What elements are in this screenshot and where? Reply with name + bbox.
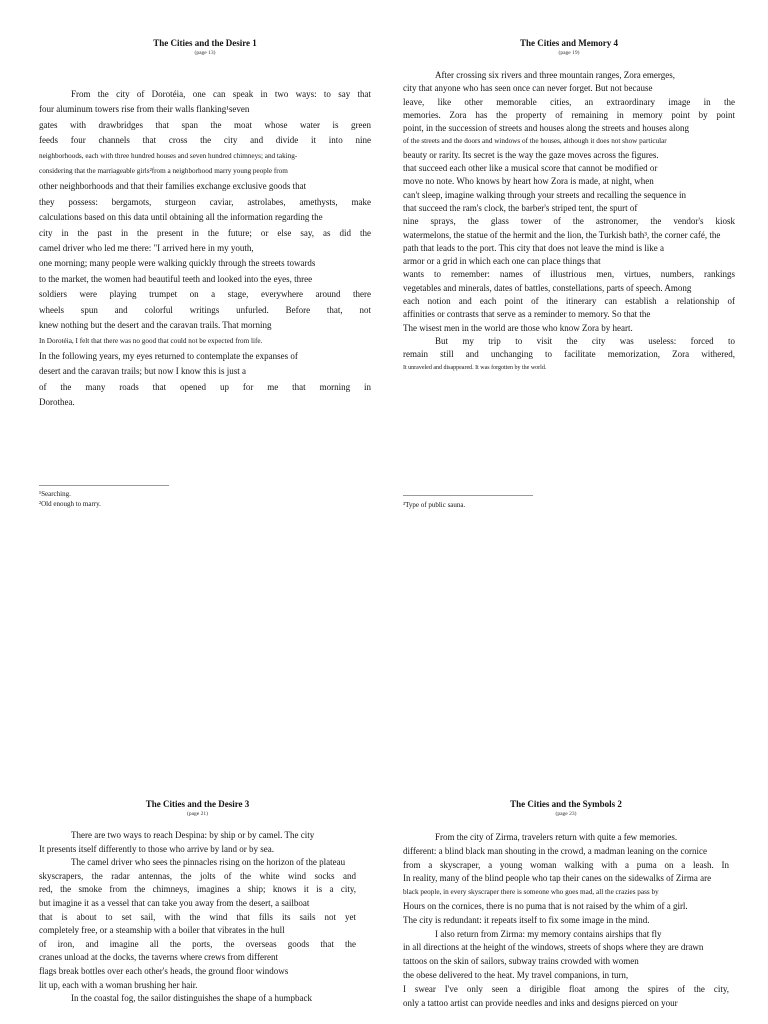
text-line: watermelons, the statue of the hermit and the lion, the Turkish bath³, the corner café, the: [403, 229, 721, 240]
text-line: only a tattoo artist can provide needles and inks and designs pierced on your: [403, 997, 678, 1008]
text-line: I also return from Zirma: my memory contains airships that fly: [435, 928, 662, 939]
footnote-1: ¹Searching.: [39, 490, 71, 498]
footnote-2: ²Old enough to marry.: [39, 500, 101, 508]
section-symbols-2: [403, 799, 729, 1010]
text-line: neighborhoods, each with three hundred houses and seven hundred chimneys; and taking-: [39, 151, 298, 160]
text-line: of the streets and the doors and windows of the houses, although it does not show particular: [403, 137, 667, 146]
text-line: in all directions at the height of the windows, streets of shops where they are drawn: [403, 942, 704, 953]
text-line: affinities or contrasts that serve as a reminder to memory. So that the: [403, 309, 651, 320]
section-body: [39, 829, 356, 1006]
text-line: desert and the caravan trails; but now I know this is just a: [39, 366, 246, 377]
text-line: vegetables and minerals, dates of battles, constellations, parts of speech. Among: [403, 282, 692, 293]
section-title: The Cities and the Desire 1: [153, 38, 257, 48]
text-line: beauty or rarity. Its secret is the way the gaze moves across the figures.: [403, 149, 659, 160]
footnote-rule: [39, 485, 169, 486]
text-line: they possess: bergamots, sturgeon caviar, astrolabes, amethysts, make: [39, 196, 371, 207]
text-line: Hours on the cornices, there is no puma that is not raised by the whim of a girl.: [403, 900, 688, 911]
text-line: each notion and each point of the itinerary can establish a relationship of: [403, 296, 735, 307]
text-line: city in the past in the present in the future; or else say, as did the: [39, 227, 371, 238]
section-body: [403, 831, 729, 1010]
text-line: The camel driver who sees the pinnacles rising on the horizon of the plateau: [71, 857, 346, 868]
text-line: lit up, each with a woman brushing her hair.: [39, 979, 198, 990]
text-line: but imagine it as a vessel that can take you away from the desert, a sailboat: [39, 897, 310, 908]
text-line: completely free, or a steamship with a boiler that vibrates in the hull: [39, 925, 285, 936]
text-line: skyscrapers, the radar antennas, the jolts of the white wind socks and: [39, 870, 356, 881]
footnote-3: ³Type of public sauna.: [403, 501, 466, 509]
section-desire-1: [39, 38, 371, 411]
section-body: [403, 69, 735, 375]
text-line: From the city of Dorotéia, one can speak in two ways: to say that: [71, 89, 371, 99]
page-reference: (page 13): [194, 50, 216, 56]
text-line: red, the smoke from the chimneys, imagines a ship; knows it is a city,: [39, 884, 356, 895]
text-line: In the following years, my eyes returned to contemplate the expanses of: [39, 350, 298, 361]
text-line: that succeed each other like a musical score that cannot be modified or: [403, 163, 658, 174]
text-line: remain still and unchanging to facilitate memorization, Zora withered,: [403, 349, 735, 360]
text-line: I swear I've only seen a dirigible float among the spires of the city,: [403, 983, 729, 994]
text-line: But my trip to visit the city was useless: forced to: [435, 335, 735, 346]
text-line: calculations based on this data until obtaining all the information regarding the: [39, 212, 323, 223]
text-line: of iron, and imagine all the ports, the overseas goods that the: [39, 938, 356, 949]
text-line: other neighborhoods and that their families exchange exclusive goods that: [39, 181, 307, 192]
text-line: city that anyone who has seen once can never forget. But not because: [403, 83, 653, 94]
text-line: From the city of Zirma, travelers return with quite a few memories.: [435, 832, 678, 842]
text-line: the obese delivered to the heat. My travel companions, in turn,: [403, 969, 629, 980]
text-line: can't sleep, imagine walking through your streets and recalling the sequence in: [403, 189, 687, 200]
page-reference: (page 21): [187, 811, 208, 817]
text-line: that is about to set sail, with the wind that fills its sails not yet: [39, 911, 356, 922]
section-title: The Cities and the Desire 3: [145, 799, 250, 809]
section-title: The Cities and the Symbols 2: [510, 799, 622, 809]
text-line: black people, in every skyscraper there is someone who goes mad, all the crazies pass by: [403, 888, 659, 897]
text-line: from a skyscraper, a young woman walking with a puma on a leash. In: [403, 859, 729, 870]
text-line: Dorothea.: [39, 397, 75, 408]
text-line: cranes unload at the docks, the taverns where crews from different: [39, 952, 278, 963]
footnote-rule: [403, 495, 533, 496]
page-reference: (page 23): [555, 811, 577, 817]
text-line: considering that the marriageable girls²from a neighborhood marry young people from: [39, 167, 288, 176]
text-line: There are two ways to reach Despina: by ship or by camel. The city: [71, 830, 315, 840]
text-line: move no note. Who knows by heart how Zora is made, at night, when: [403, 176, 654, 187]
text-line: After crossing six rivers and three mountain ranges, Zora emerges,: [435, 70, 676, 80]
text-line: The city is redundant: it repeats itself to fix some image in the mind.: [403, 914, 650, 925]
section-title: The Cities and Memory 4: [520, 38, 618, 48]
text-line: In Dorotéia, I felt that there was no good that could not be expected from life.: [39, 336, 263, 345]
text-line: feeds four channels that cross the city and divide it into nine: [39, 135, 371, 146]
text-line: flags break bottles over each other's heads, the ground floor windows: [39, 965, 289, 976]
page-reference: (page 19): [558, 50, 580, 56]
text-line: one morning; many people were walking quickly through the streets towards: [39, 258, 316, 269]
text-line: to the market, the women had beautiful teeth and looked into the eyes, three: [39, 273, 313, 284]
text-line: nine sprays, the glass tower of the astronomer, the vendor's kiosk: [403, 216, 735, 227]
text-line: wheels spun and colorful writings unfurled. Before that, not: [39, 304, 371, 315]
text-line: The wisest men in the world are those who know Zora by heart.: [403, 322, 633, 333]
text-line: that succeed the ram's clock, the barber's striped tent, the spurt of: [403, 202, 638, 213]
text-line: memories. Zora has the property of remaining in memory point by point: [403, 109, 735, 120]
text-line: point, in the succession of streets and houses along the streets and houses along: [403, 123, 689, 134]
text-line: knew nothing but the desert and the caravan trails. That morning: [39, 320, 272, 331]
text-line: gates with drawbridges that span the moat whose water is green: [39, 119, 371, 130]
text-line: different: a blind black man shouting in the crowd, a madman leaning on the cornice: [403, 845, 707, 856]
text-line: of the many roads that opened up for me that morning in: [39, 381, 371, 392]
section-desire-3: [39, 799, 356, 1006]
text-line: soldiers were playing trumpet on a stage, everywhere around there: [39, 289, 371, 300]
text-line: In the coastal fog, the sailor distinguishes the shape of a humpback: [71, 993, 312, 1004]
text-line: armor or a grid in which each one can place things that: [403, 256, 601, 267]
text-line: camel driver who led me there: "I arrived here in my youth,: [39, 243, 254, 254]
text-line: four aluminum towers rise from their walls flanking¹seven: [39, 104, 250, 115]
text-line: It presents itself differently to those who arrive by land or by sea.: [39, 843, 275, 854]
section-body: [39, 87, 371, 411]
text-line: path that leads to the port. This city that does not leave the mind is like a: [403, 242, 665, 253]
section-memory-4: [403, 38, 735, 375]
text-line: In reality, many of the blind people who tap their canes on the sidewalks of Zirma are: [403, 873, 712, 884]
text-line: tattoos on the skin of sailors, subway trains crowded with women: [403, 956, 639, 967]
text-line: wants to remember: names of illustrious men, virtues, numbers, rankings: [403, 269, 735, 280]
text-line: leave, like other memorable cities, an extraordinary image in the: [403, 96, 735, 107]
text-line: It unraveled and disappeared. It was forgotten by the world.: [403, 364, 547, 371]
